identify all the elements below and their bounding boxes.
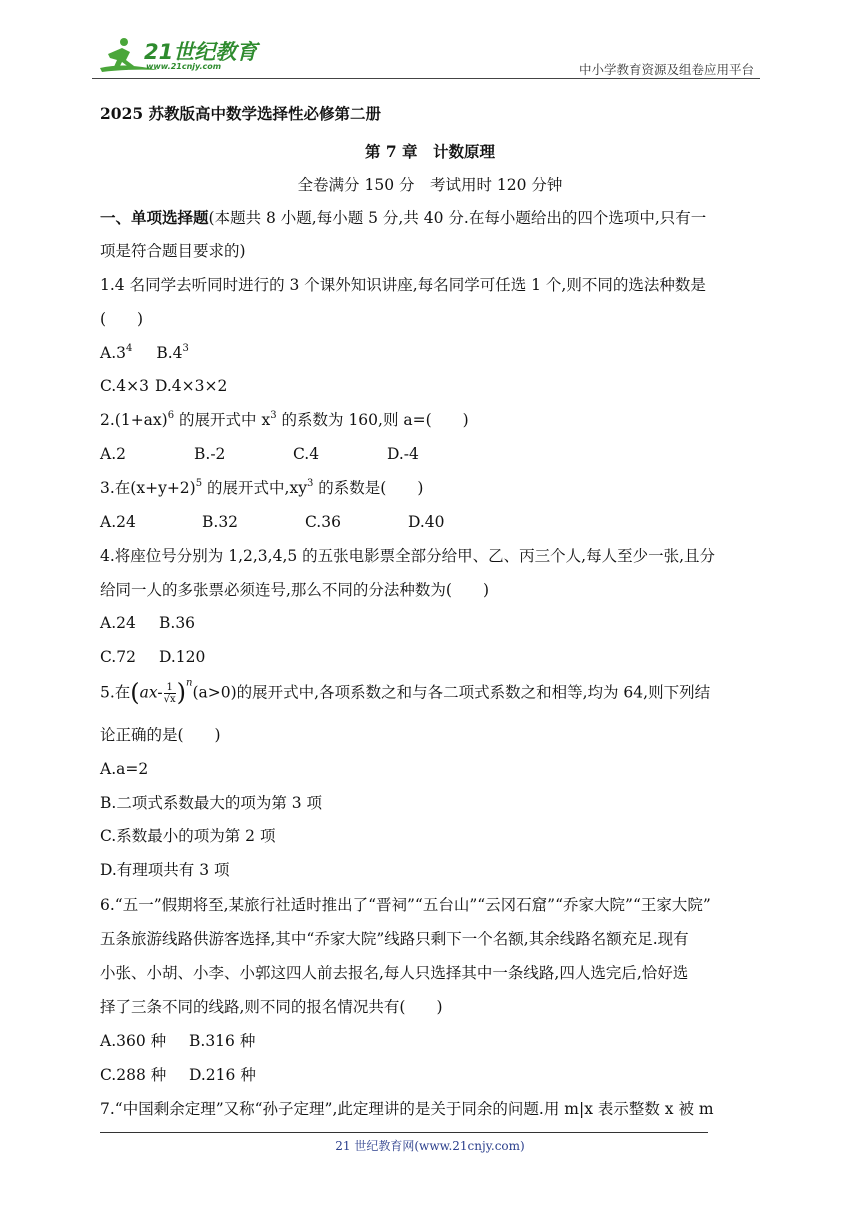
logo-url: www.21cnjy.com [146, 62, 222, 71]
q5-option-d: D.有理项共有 3 项 [100, 861, 230, 879]
q5-option-a: A.a=2 [100, 760, 149, 778]
q1-options-cd [100, 376, 227, 396]
q3-option-d: D.40 [408, 513, 445, 531]
q3-option-b: B.32 [202, 513, 239, 531]
q6-option-a: A.360 种 [100, 1032, 167, 1050]
q4-stem-1: 4.将座位号分别为 1,2,3,4,5 的五张电影票全部分给甲、乙、丙三个人,每人至少一张,且分 [100, 547, 716, 565]
page-header [98, 30, 760, 80]
section-desc-2: 项是符合题目要求的) [100, 242, 246, 260]
q3-option-c: C.36 [305, 513, 341, 531]
q5-option-c: C.系数最小的项为第 2 项 [100, 827, 276, 845]
q3-option-a: A.24 [100, 513, 136, 531]
q1-stem-2: ( ) [100, 310, 144, 328]
q6-option-b: B.316 种 [189, 1032, 256, 1050]
q2-option-a: A.2 [100, 445, 126, 463]
q7-stem-1: 7.“中国剩余定理”又称“孙子定理”,此定理讲的是关于同余的问题.用 m|x 表示整数 x 被 m [100, 1100, 714, 1118]
q4-option-d: D.120 [159, 648, 206, 666]
chapter-title: 第 7 章 计数原理 [364, 142, 496, 161]
section-title: 一、单项选择题 [100, 208, 209, 227]
q5-stem-1: 5.在(ax- $\frac{1}{√x}$ )$^n$(a>0)的展开式中,各项系数之和与各二项式系数之和相等,均为 64,则下列结 [100, 677, 711, 707]
q1-option-d: D.4×3×2 [154, 377, 228, 395]
q6-option-c: C.288 种 [100, 1066, 167, 1084]
q1-option-a: $A.3^4$ [100, 343, 133, 362]
platform-name: 中小学教育资源及组卷应用平台 [578, 62, 754, 77]
q6-stem-4: 择了三条不同的线路,则不同的报名情况共有( ) [100, 998, 443, 1016]
header-divider [92, 78, 760, 79]
q4-option-c: C.72 [100, 648, 136, 666]
q4-stem-2: 给同一人的多张票必须连号,那么不同的分法种数为( ) [100, 581, 490, 599]
q2-option-b: B.-2 [194, 445, 226, 463]
q1-options-ab [100, 343, 189, 363]
footer-divider [100, 1132, 708, 1133]
q6-option-d: D.216 种 [189, 1066, 256, 1084]
q2-option-c: C.4 [293, 445, 320, 463]
logo-wordmark: 21世纪教育 [144, 40, 258, 64]
q5-fraction: $\frac{1}{√x}$ [163, 682, 176, 705]
q1-option-c: C.4×3 [100, 377, 149, 395]
q4-option-b: B.36 [159, 614, 196, 632]
q4-option-a: A.24 [100, 614, 136, 632]
q2-option-d: D.-4 [387, 445, 419, 463]
q2-stem: $2.(1+ax)^6$ 的展开式中 $x^3$ 的系数为 160,则 a=( ) [100, 410, 469, 429]
section-heading [100, 208, 706, 228]
q5-stem-2: 论正确的是( ) [100, 726, 221, 744]
q1-option-b: $B.4^3$ [156, 343, 189, 362]
q6-stem-2: 五条旅游线路供游客选择,其中“乔家大院”线路只剩下一个名额,其余线路名额充足.现有 [100, 930, 689, 948]
footer-link[interactable]: 21 世纪教育网(www.21cnjy.com) [335, 1139, 525, 1153]
q6-stem-3: 小张、小胡、小李、小郭这四人前去报名,每人只选择其中一条线路,四人选完后,恰好选 [100, 964, 689, 982]
q3-stem: 3.在$(x+y+2)^5$ 的展开式中$,xy^3$ 的系数是( ) [100, 478, 424, 497]
q5-option-b: B.二项式系数最大的项为第 3 项 [100, 794, 323, 812]
q6-stem-1: 6.“五一”假期将至,某旅行社适时推出了“晋祠”“五台山”“云冈石窟”“乔家大院”“王家大院” [100, 896, 711, 914]
section-desc-1: (本题共 8 小题,每小题 5 分,共 40 分.在每小题给出的四个选项中,只有一 [208, 209, 707, 227]
exam-info: 全卷满分 150 分 考试用时 120 分钟 [297, 176, 563, 194]
q1-stem-1: 1.4 名同学去听同时进行的 3 个课外知识讲座,每名同学可任选 1 个,则不同的选法种数是 [100, 276, 706, 294]
book-title: 2025 苏教版高中数学选择性必修第二册 [100, 104, 382, 123]
